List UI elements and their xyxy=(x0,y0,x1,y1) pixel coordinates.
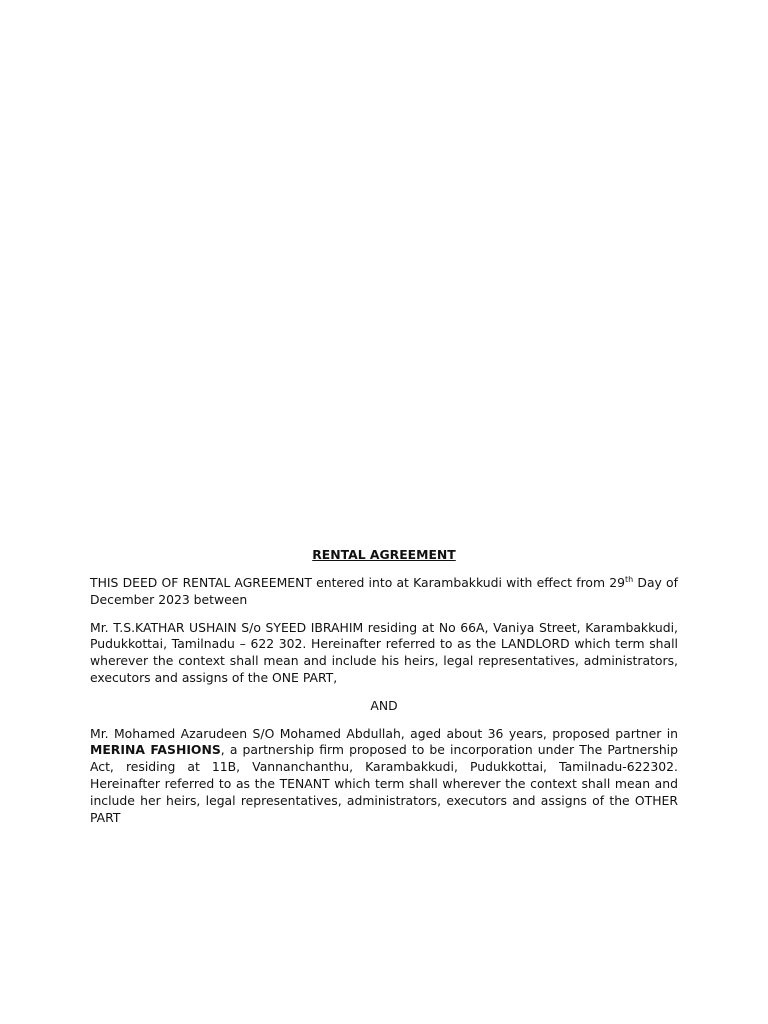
landlord-paragraph: Mr. T.S.KATHAR USHAIN S/o SYEED IBRAHIM residing at No 66A, Vaniya Street, Karambakkudi, Pudukkottai, Tamilnadu – 622 302. Hereinafter referred to as the LANDLORD which term shall wherever the context shall mean and include his heirs, legal representatives, administrators, executors and assigns of the ONE PART, xyxy=(90,619,678,685)
intro-text-end: Day of December 2023 between xyxy=(90,575,678,607)
tenant-paragraph xyxy=(90,726,678,827)
document-body xyxy=(90,547,678,837)
intro-paragraph xyxy=(90,575,678,609)
and-separator: AND xyxy=(370,697,398,713)
firm-name: MERINA FASHIONS xyxy=(90,742,221,758)
tenant-text-end: , a partnership firm proposed to be incorporation under The Partnership Act, residing at 11B, Vannanchanthu, Karambakkudi, Pudukkottai, Tamilnadu-622302. Hereinafter referred to as the TENANT which term shall wherever the context shall mean and include her heirs, legal representatives, administrators, executors and assigns of the OTHER PART xyxy=(90,742,678,825)
intro-text-start: THIS DEED OF RENTAL AGREEMENT entered into at Karambakkudi with effect from 29 xyxy=(90,575,625,590)
tenant-text-start: Mr. Mohamed Azarudeen S/O Mohamed Abdullah, aged about 36 years, proposed partner in xyxy=(90,725,678,741)
ordinal-suffix: th xyxy=(625,574,634,584)
document-title: RENTAL AGREEMENT xyxy=(312,547,456,562)
